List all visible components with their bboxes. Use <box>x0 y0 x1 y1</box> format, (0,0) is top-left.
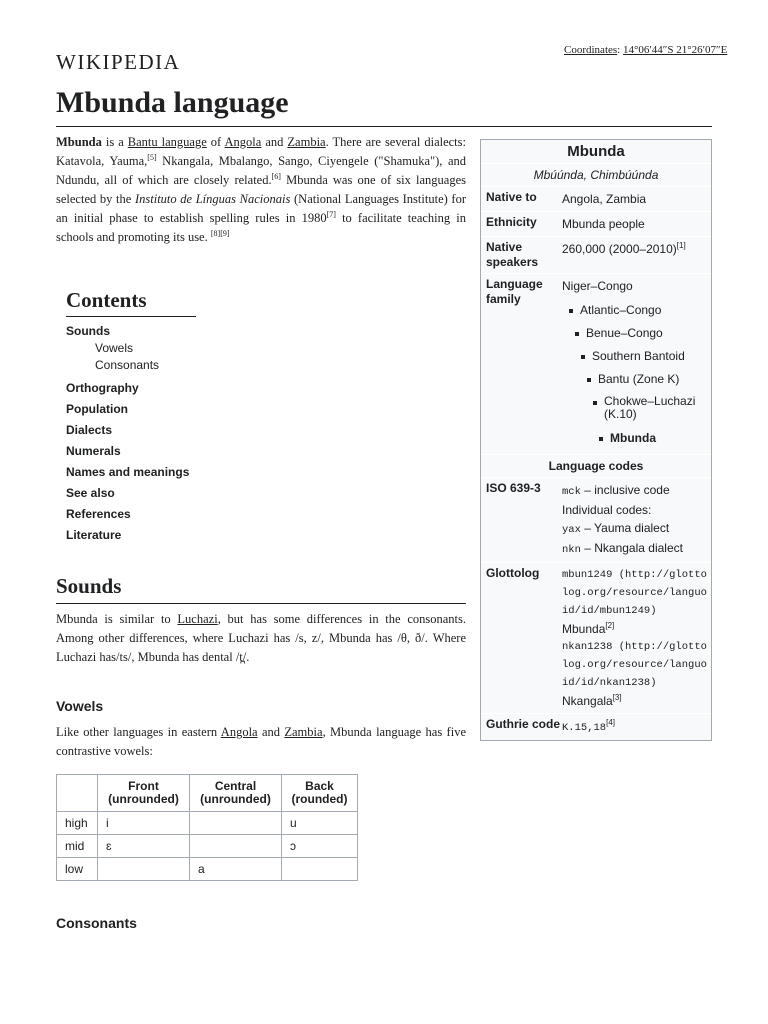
family-node <box>586 326 711 445</box>
table-cell <box>190 835 282 858</box>
native-to-value[interactable]: Angola, Zambia <box>562 192 647 206</box>
table-cell: a <box>190 858 282 881</box>
table-header-row <box>57 775 358 812</box>
table-of-contents <box>66 288 366 546</box>
sounds-text: Mbunda is similar to <box>56 612 178 626</box>
intro-paragraph <box>56 133 466 247</box>
table-cell: i <box>98 812 190 835</box>
title-divider <box>56 126 712 127</box>
infobox-row-glottolog <box>481 562 711 713</box>
sounds-text: , but has some differences in the consonants. Among other differences, where Luchazi has /s, z/, Mbunda has /θ, ð/. Where Luchazi has/ts/, Mbunda has dental /t̪/. <box>56 612 466 664</box>
table-cell: high <box>57 812 98 835</box>
toc-item-references[interactable]: References <box>66 507 131 521</box>
iso-code[interactable]: yax <box>562 524 581 536</box>
infobox <box>480 139 712 741</box>
table-header: Central (unrounded) <box>190 775 282 812</box>
toc-item-literature[interactable]: Literature <box>66 528 122 542</box>
sounds-paragraph <box>56 610 466 667</box>
intro-text: is a <box>101 135 128 149</box>
link-angola-2[interactable]: Angola <box>220 725 258 739</box>
intro-text: of <box>206 135 225 149</box>
glottolog-name: Mbunda <box>562 622 606 636</box>
infobox-row-native-to <box>481 186 711 211</box>
toc-item-names-and-meanings[interactable]: Names and meanings <box>66 465 190 479</box>
toc-item-numerals[interactable]: Numerals <box>66 444 121 458</box>
intro-text: to facilitate teaching in schools and promoting its use. <box>56 211 466 244</box>
intro-text: and <box>261 135 288 149</box>
vowels-paragraph <box>56 723 466 761</box>
ref-5[interactable]: [5] <box>147 152 157 162</box>
family-node-label[interactable]: Southern Bantoid <box>592 349 685 363</box>
table-cell: low <box>57 858 98 881</box>
ref-7[interactable]: [7] <box>326 209 336 219</box>
table-cell: ɛ <box>98 835 190 858</box>
table-row <box>57 858 358 881</box>
ref-4[interactable]: [4] <box>606 718 616 727</box>
heading-vowels: Vowels <box>56 698 104 714</box>
family-node-label[interactable]: Bantu (Zone K) <box>598 372 680 386</box>
link-luchazi[interactable]: Luchazi <box>177 612 218 626</box>
toc-item-see-also[interactable]: See also <box>66 486 115 500</box>
infobox-value <box>562 240 711 270</box>
family-node <box>610 431 711 445</box>
ref-2[interactable]: [2] <box>605 621 615 630</box>
link-zambia[interactable]: Zambia <box>287 135 326 149</box>
table-header: Front (unrounded) <box>98 775 190 812</box>
vowels-text: , Mbunda language has five contrastive vowels: <box>56 725 466 758</box>
infobox-label: Native to <box>486 190 537 204</box>
iso-desc: – Yauma dialect <box>580 521 670 535</box>
vowels-table <box>56 774 358 881</box>
table-cell: u <box>282 812 358 835</box>
toc-title: Contents <box>66 288 147 312</box>
table-cell: mid <box>57 835 98 858</box>
coordinates-label[interactable]: Coordinates <box>564 44 618 56</box>
family-node <box>592 349 711 445</box>
toc-divider <box>66 316 196 317</box>
infobox-title: Mbunda <box>481 140 711 164</box>
infobox-label[interactable]: ISO 639-3 <box>486 481 541 495</box>
ref-6[interactable]: [6] <box>271 171 281 181</box>
link-angola[interactable]: Angola <box>224 135 262 149</box>
infobox-native-name: Mbúúnda, Chimbúúnda <box>533 168 659 182</box>
table-cell <box>98 858 190 881</box>
infobox-value <box>562 190 711 208</box>
iso-code[interactable]: mck <box>562 486 581 498</box>
ref-8-9[interactable]: [8][9] <box>210 228 230 238</box>
toc-item-population[interactable]: Population <box>66 402 128 416</box>
family-root[interactable]: Niger–Congo <box>562 279 633 293</box>
heading-consonants: Consonants <box>56 915 137 931</box>
table-cell <box>282 858 358 881</box>
infobox-label[interactable]: Glottolog <box>486 566 540 580</box>
vowels-text: Like other languages in eastern <box>56 725 221 739</box>
coordinates-link[interactable]: 14°06′44″S 21°26′07″E <box>622 44 728 56</box>
table-row <box>57 812 358 835</box>
link-zambia-2[interactable]: Zambia <box>284 725 323 739</box>
family-node-label[interactable]: Atlantic–Congo <box>580 303 662 317</box>
table-cell <box>190 812 282 835</box>
toc-item-consonants[interactable]: Consonants <box>95 358 160 372</box>
intro-text: Mbunda was one of six languages selected by the <box>56 173 466 206</box>
table-header: Back (rounded) <box>282 775 358 812</box>
iso-codes <box>562 481 711 559</box>
infobox-label: Language family <box>486 277 543 306</box>
ref-1[interactable]: [1] <box>676 241 686 250</box>
toc-item-sounds[interactable]: Sounds <box>66 324 110 338</box>
toc-item-vowels[interactable]: Vowels <box>95 341 134 355</box>
family-node-current: Mbunda <box>610 431 656 445</box>
infobox-label: Native speakers <box>486 240 539 269</box>
infobox-value <box>562 717 711 737</box>
wikipedia-logo[interactable]: WIKIPEDIA <box>56 50 181 74</box>
family-node-label[interactable]: Benue–Congo <box>586 326 663 340</box>
infobox-row-ethnicity <box>481 211 711 236</box>
glottolog-values <box>562 566 711 710</box>
infobox-label: Ethnicity <box>486 215 537 229</box>
family-node <box>598 372 711 445</box>
glottolog-code[interactable]: mbun1249 (http://glottolog.org/resource/languoid/id/mbun1249) <box>562 569 707 617</box>
coordinates: Coordinates: 14°06′44″S 21°26′07″E <box>564 44 728 56</box>
speakers-value: 260,000 (2000–2010) <box>562 242 677 256</box>
infobox-codes-heading: Language codes <box>481 454 711 477</box>
intro-text: Nkangala, Mbalango, Sango, Ciyengele ("Shamuka"), and Ndundu, all of which are closely related. <box>56 154 466 187</box>
glottolog-code[interactable]: nkan1238 (http://glottolog.org/resource/languoid/id/nkan1238) <box>562 641 707 689</box>
link-bantu[interactable]: Bantu language <box>127 135 207 149</box>
intro-lead: Mbunda <box>56 135 102 149</box>
ref-3[interactable]: [3] <box>612 693 622 702</box>
iso-individual-label: Individual codes: <box>562 503 652 517</box>
infobox-row-iso <box>481 477 711 562</box>
sounds-divider <box>56 603 466 604</box>
iso-code[interactable]: nkn <box>562 544 581 556</box>
infobox-row-speakers <box>481 236 711 273</box>
family-node-label[interactable]: Chokwe–Luchazi (K.10) <box>604 394 696 421</box>
family-tree <box>562 277 711 451</box>
glottolog-name: Nkangala <box>562 694 613 708</box>
infobox-label[interactable]: Guthrie code <box>486 717 561 731</box>
family-node <box>580 303 711 445</box>
table-row <box>57 835 358 858</box>
institute-name: Instituto de Línguas Nacionais <box>134 192 291 206</box>
toc-item-orthography[interactable]: Orthography <box>66 381 139 395</box>
vowels-text: and <box>257 725 285 739</box>
ethnicity-value[interactable]: Mbunda people <box>562 217 645 231</box>
iso-desc: – inclusive code <box>580 483 670 497</box>
intro-text: . There are several dialects: Katavola, Yauma, <box>56 135 466 168</box>
toc-item-dialects[interactable]: Dialects <box>66 423 113 437</box>
iso-desc: – Nkangala dialect <box>580 541 683 555</box>
infobox-row-family <box>481 273 711 454</box>
table-header <box>57 775 98 812</box>
family-node <box>604 395 711 445</box>
infobox-row-guthrie <box>481 713 711 740</box>
guthrie-value: K.15,18 <box>562 722 607 734</box>
page-title: Mbunda language <box>56 86 289 119</box>
table-cell: ɔ <box>282 835 358 858</box>
heading-sounds: Sounds <box>56 574 122 598</box>
intro-text: (National Languages Institute) for an initial phase to establish spelling rules in 1980 <box>56 192 466 225</box>
